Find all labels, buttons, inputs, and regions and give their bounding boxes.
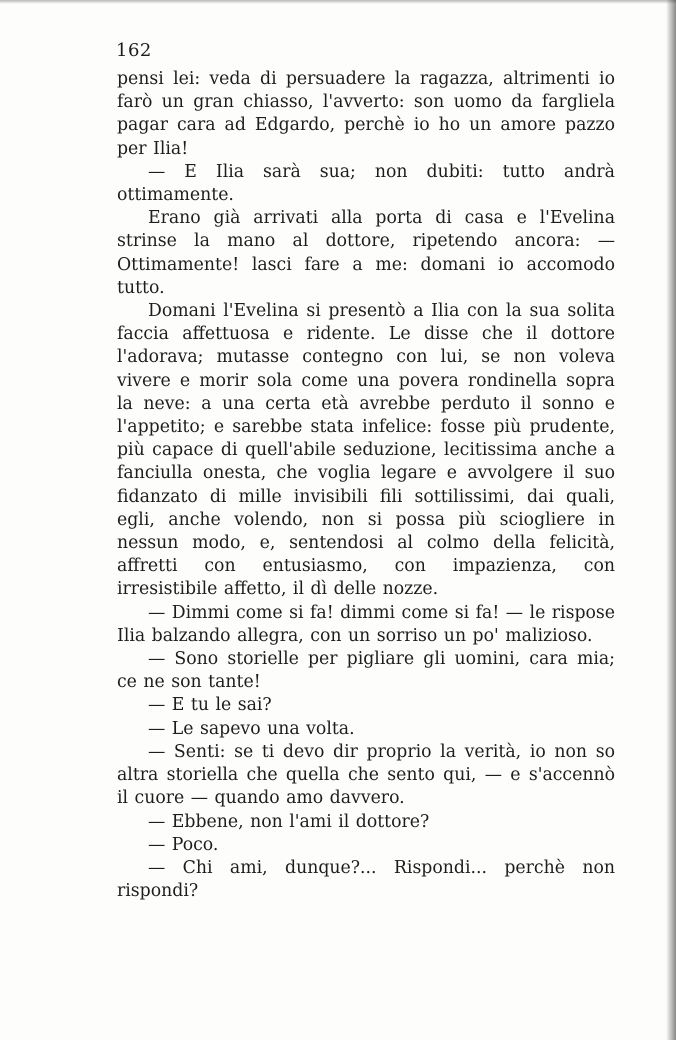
- paragraph: — Senti: se ti devo dir proprio la verità, io non so altra storiella che quella che sento qui, — e s'accennò il cuore — quando amo davvero.: [117, 741, 615, 809]
- paragraph: — Poco.: [148, 834, 219, 855]
- paragraph: — E tu le sai?: [148, 695, 272, 716]
- page-number: 162: [116, 40, 152, 61]
- paragraph: — Chi ami, dunque?... Rispondi... perchè non rispondi?: [117, 857, 615, 902]
- paragraph: — Le sapevo una volta.: [148, 718, 355, 739]
- page-top-edge-shadow: [0, 0, 676, 4]
- paragraph: pensi lei: veda di persuadere la ragazza, altrimenti io farò un gran chiasso, l'avverto: son uomo da fargliela pagar cara ad Edgardo, perchè io ho un amore pazzo per Ilia!: [117, 69, 615, 159]
- paragraph: Domani l'Evelina si presentò a Ilia con la sua solita faccia affettuosa e ridente. Le disse che il dottore l'adorava; mutasse contegno con lui, se non voleva vivere e morir sola come una povera rondinella sopra la neve: a una certa età avrebbe perduto il sonno e l'appetito; e sarebbe stata infelice: fosse più prudente, più capace di quell'abile seduzione, lecitissima anche a fanciulla onesta, che voglia legare e avvolgere il suo fidanzato di mille invisibili fili sottilissimi, dai quali, egli, anche volendo, non si possa più sciogliere in nessun modo, e, sentendosi al colmo della felicità, affretti con entusiasmo, con impazienza, con irresistibile affetto, il dì delle nozze.: [117, 301, 615, 600]
- paragraph: — Ebbene, non l'ami il dottore?: [148, 811, 430, 832]
- page-right-edge-shadow: [666, 0, 676, 1040]
- page-body-text: [117, 68, 615, 903]
- paragraph: — Sono storielle per pigliare gli uomini, cara mia; ce ne son tante!: [117, 649, 615, 693]
- paragraph: — Dimmi come si fa! dimmi come si fa! — le rispose Ilia balzando allegra, con un sorriso un po' malizioso.: [117, 602, 616, 646]
- paragraph: Erano già arrivati alla porta di casa e l'Evelina strinse la mano al dottore, ripetendo ancora: — Ottimamente! lasci fare a me: domani io accomodo tutto.: [117, 208, 615, 298]
- paragraph: — E Ilia sarà sua; non dubiti: tutto andrà ottimamente.: [117, 161, 615, 206]
